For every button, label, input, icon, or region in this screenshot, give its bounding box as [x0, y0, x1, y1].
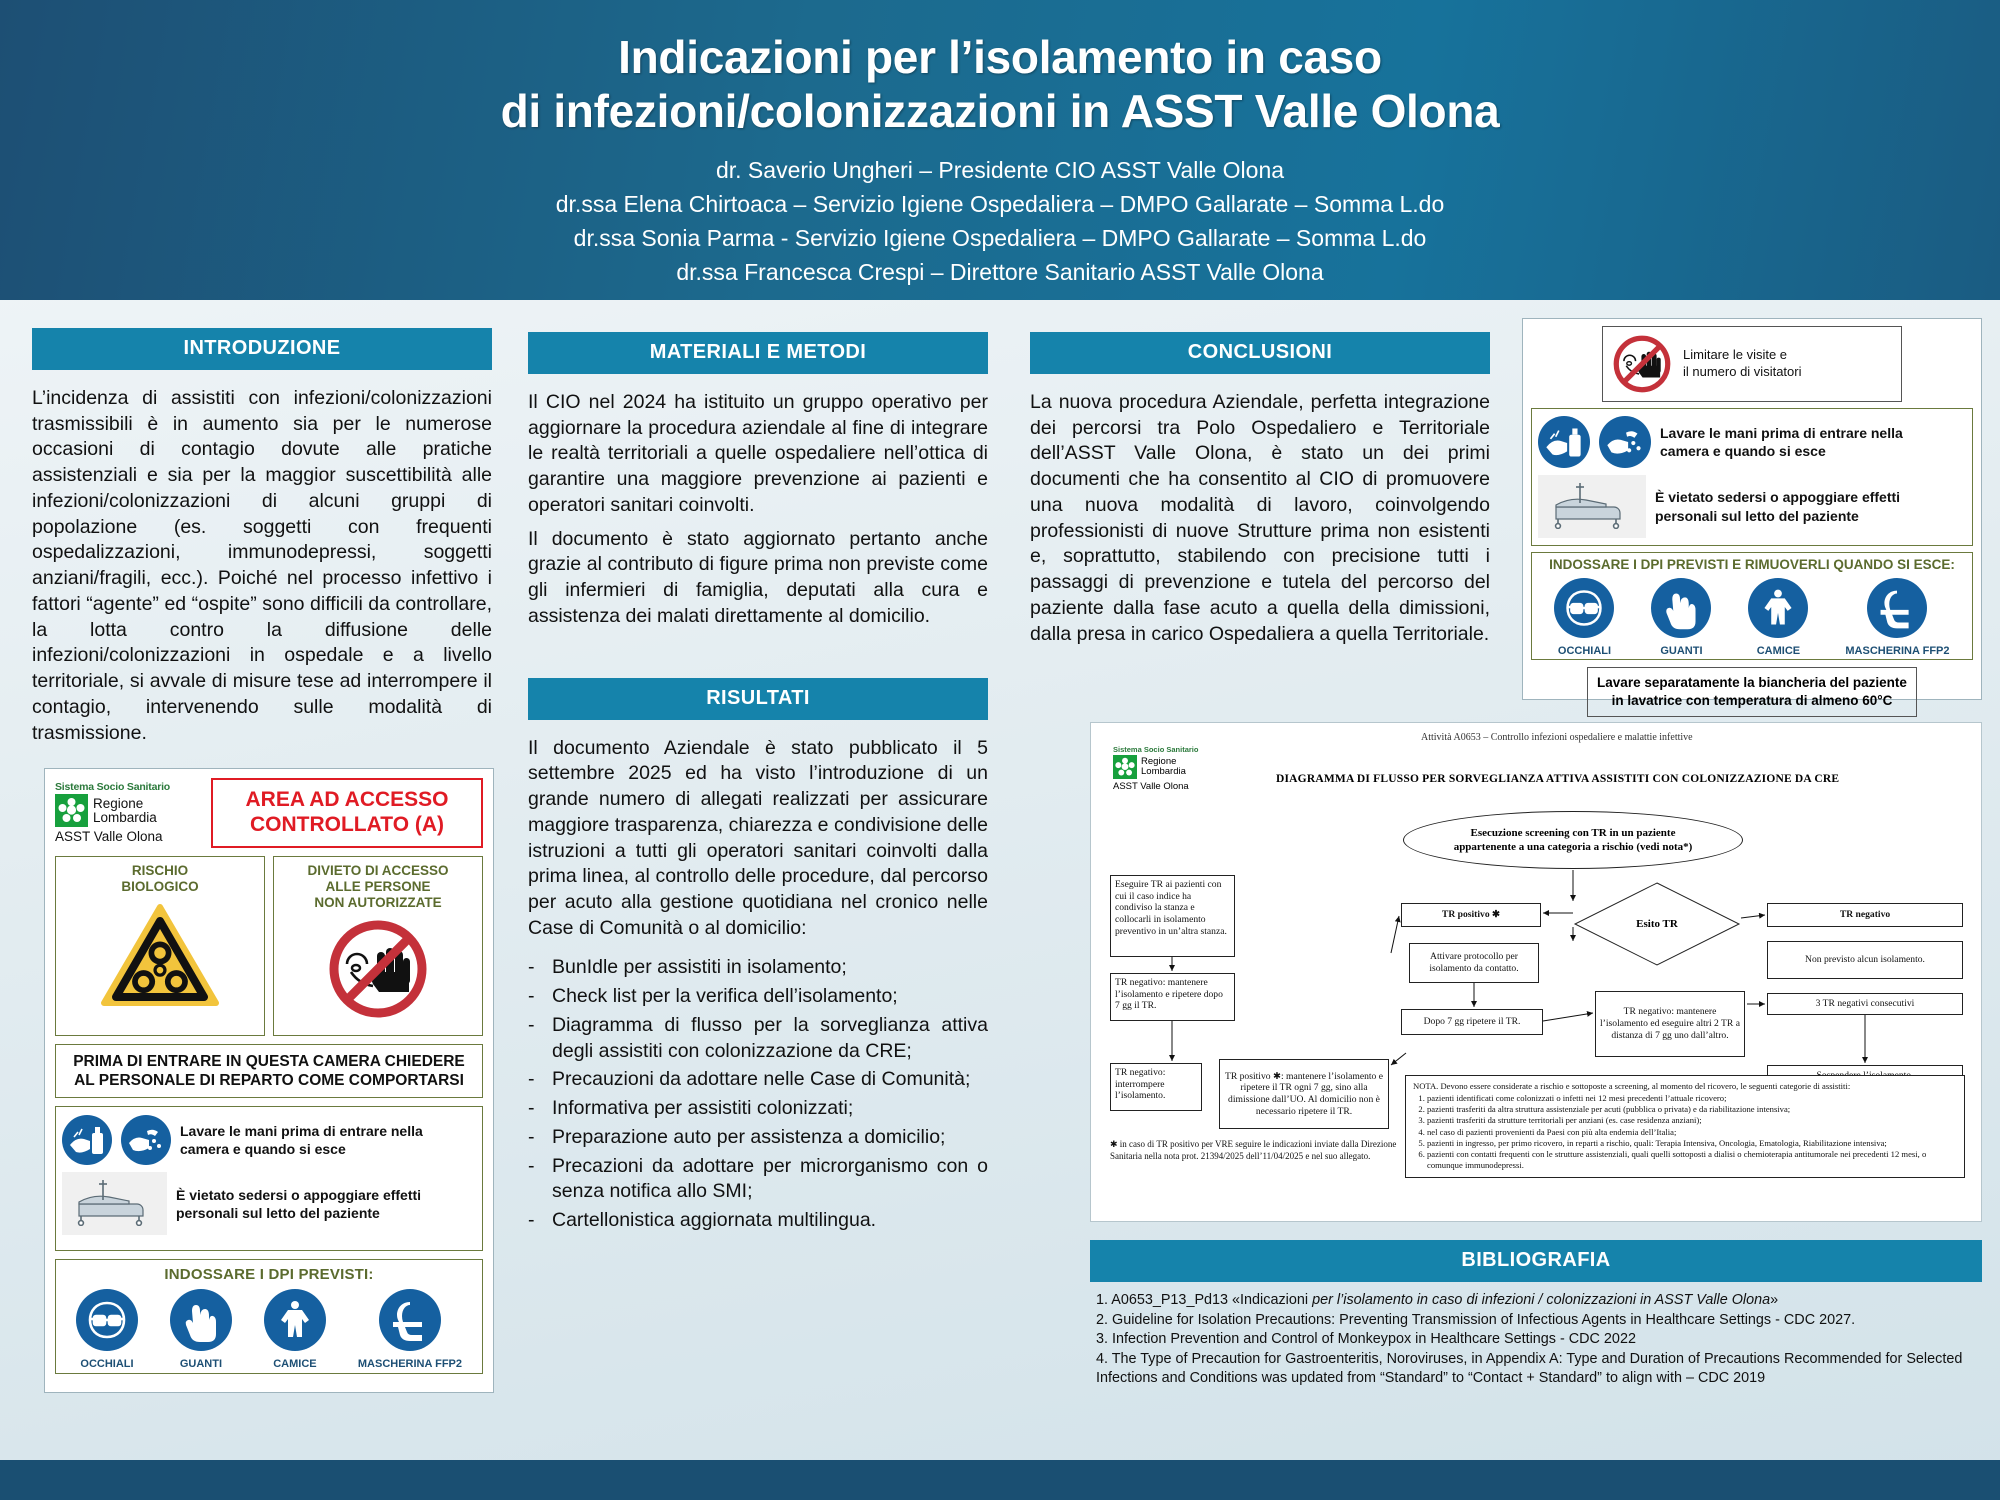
ffp2-mask-icon: [379, 1289, 441, 1351]
gown-icon: [264, 1289, 326, 1351]
regione-lombardia-mark-icon: [55, 794, 88, 827]
conclusioni-body: [1030, 390, 1490, 647]
dash-bullet: -: [528, 985, 535, 1008]
list-item: [528, 984, 988, 1010]
nota-item: 1. pazienti identificati come colonizzati o infetti nei 12 mesi precedenti l’attuale ricovero;: [1427, 1093, 1957, 1104]
ask-staff-line-2: AL PERSONALE DI REPARTO COME COMPORTARSI: [74, 1071, 464, 1089]
flow-start-line-1: Esecuzione screening con TR in un paziente: [1470, 826, 1676, 839]
list-item: [528, 1067, 988, 1093]
handwash-line-2: camera e quando si esce: [180, 1141, 346, 1158]
title-line-1: Indicazioni per l’isolamento in caso: [618, 31, 1382, 83]
area-access-controlled-banner: [211, 778, 483, 848]
no-entry-caption-3: NON AUTORIZZATE: [314, 895, 442, 911]
bibliografia-list: [1090, 1291, 1982, 1388]
bib-number: 2.: [1096, 1311, 1112, 1328]
limit-visits-box: [1602, 326, 1902, 402]
handwash-line-2: camera e quando si esce: [1660, 443, 1826, 459]
bibliography-item: [1096, 1311, 1976, 1330]
author-1: dr. Saverio Ungheri – Presidente CIO ASST Valle Olona: [715, 156, 1285, 183]
logo-region-row: [55, 794, 203, 827]
introduzione-paragraph: L’incidenza di assistiti con infezioni/colonizzazioni trasmissibili è in aumento sia per le numerose occasioni di contagio dovute alle pratiche assistenziali e sia per la maggior suscettibilità alle infezioni/colonizzazioni di alcuni gruppi di popolazione (es. soggetti con frequenti ospedalizzazioni, immunodepressi, soggetti anziani/fragili, ecc.). Poiché nel processo infettivo i fattori “agente” ed “ospite” sono difficili da controllare, la lotta contro la diffusione delle infezioni/colonizzazioni in ospedale e a livello territoriale, si avvale di misure tese ad interrompere il contagio, intervenendo sulle modalità di trasmissione.: [32, 387, 492, 744]
logo-region-row: [1113, 755, 1233, 779]
ppe-item-gown: [1748, 578, 1808, 657]
section-header-materiali: MATERIALI E METODI: [528, 332, 988, 374]
no-entry-sign: [273, 856, 483, 1036]
dash-bullet: -: [528, 1154, 535, 1177]
flow-node-esito-tr: [1573, 881, 1741, 967]
flow-node-share-room: Eseguire TR ai pazienti con cui il caso indice ha condiviso la stanza e collocarli in isolamento preventivo in un’altra stanza.: [1110, 875, 1235, 957]
ppe-box: [1531, 552, 1973, 660]
gloves-icon: [1651, 578, 1711, 638]
author-3: dr.ssa Sonia Parma - Servizio Igiene Ospedaliera – DMPO Gallarate – Somma L.do: [573, 224, 1427, 251]
flow-start-line-2: appartenente a una categoria a rischio (vedi nota*): [1453, 841, 1693, 853]
flowchart-activity-code: Attività A0653 – Controllo infezioni ospedaliere e malattie infettive: [1421, 732, 1693, 743]
handwash-text: [1660, 424, 1903, 460]
flow-node-neg-keep-isolation: TR negativo: mantenere l’isolamento e ripetere dopo 7 gg il TR.: [1110, 973, 1235, 1021]
bib-post: »: [1770, 1292, 1779, 1308]
list-item: [528, 1013, 988, 1064]
limit-visits-text: [1683, 347, 1802, 381]
hospital-bed-icon: [62, 1172, 167, 1235]
ppe-title: INDOSSARE I DPI PREVISTI:: [164, 1266, 374, 1284]
list-item: [528, 1125, 988, 1151]
bib-italic: per l’isolamento in caso di infezioni / colonizzazioni in ASST Valle Olona: [1312, 1292, 1771, 1308]
flow-node-no-isolation: Non previsto alcun isolamento.: [1767, 941, 1963, 979]
hospital-bed-icon: [1538, 475, 1646, 538]
flow-node-activate-protocol: Attivare protocollo per isolamento da contatto.: [1409, 943, 1539, 983]
handwash-text: [180, 1122, 423, 1158]
column-conclusioni: [1030, 332, 1490, 655]
author-4: dr.ssa Francesca Crespi – Direttore Sanitario ASST Valle Olona: [676, 258, 1324, 285]
list-item-text: Preparazione auto per assistenza a domicilio;: [552, 1125, 946, 1148]
bibliography-item: [1096, 1291, 1976, 1310]
logo-sistema-socio-sanitario: Sistema Socio Sanitario: [55, 781, 171, 794]
ppe-item-goggles: [76, 1289, 138, 1370]
dash-bullet: -: [528, 1068, 535, 1091]
flow-node-3-negatives: 3 TR negativi consecutivi: [1767, 993, 1963, 1015]
ask-staff-strip: [55, 1044, 483, 1099]
section-bibliografia: [1090, 1240, 1982, 1389]
ppe-label-goggles: OCCHIALI: [1557, 645, 1612, 657]
dash-bullet: -: [528, 1209, 535, 1232]
column-introduzione: [32, 328, 492, 754]
risultati-paragraph: Il documento Aziendale è stato pubblicato il 5 settembre 2025 ed ha visto l’introduzione di un grande numero di allegati realizzati per assicurare maggiore trasparenza, chiarezza e condivisione delle istruzioni a tutti gli operatori sanitari coinvolti dalla prima linea, al controllo delle procedure, dal percorso per acuto alla gestione quotidiana nel cronico nelle Case di Comunità o al domicilio:: [528, 736, 988, 939]
nota-item: 3. pazienti trasferiti da strutture territoriali per anziani (es. case residenza anziani);: [1427, 1115, 1957, 1126]
nota-item: 5. pazienti in ingresso, per primo ricovero, in reparti a rischio, quali: Terapia Intensiva, Oncologia, Ematologia, Riabilitazione intensiva;: [1427, 1138, 1957, 1149]
page-title: [0, 30, 2000, 139]
nota-heading: NOTA. Devono essere considerate a rischio e sottoposte a screening, al momento del ricovero, le seguenti categorie di assistiti:: [1413, 1081, 1851, 1091]
logo-regione: Regione: [1141, 756, 1177, 768]
poster-header: [0, 0, 2000, 300]
limit-visits-line-1: Limitare le visite e: [1683, 347, 1788, 363]
area-line-2: CONTROLLATO (A): [249, 812, 445, 836]
handwash-row: [1538, 416, 1966, 468]
dash-bullet: -: [528, 956, 535, 979]
hygiene-instructions-box: [55, 1106, 483, 1251]
risultati-body: [528, 736, 988, 1234]
ppe-title: INDOSSARE I DPI PREVISTI E RIMUOVERLI QUANDO SI ESCE:: [1549, 557, 1955, 572]
bib-number: 3.: [1096, 1331, 1112, 1348]
flowchart-title: DIAGRAMMA DI FLUSSO PER SORVEGLIANZA ATTIVA ASSISTITI CON COLONIZZAZIONE DA CRE: [1276, 773, 1840, 785]
conclusioni-paragraph: La nuova procedura Aziendale, perfetta integrazione dei percorsi tra Polo Ospedaliero e Territoriale dell’ASST Valle Olona, è stato un dei primi documenti che ha consentito al CIO di promuovere una nuova modalità di lavoro, coinvolgendo professionisti di nuove Strutture prima non esistenti e, soprattutto, stabilendo con precisione tutti i passaggi di prevenzione e tutela del percorso del paziente dalla fase acuto a quella della dimissioni, dalla presa in carico Ospedaliera a quella Territoriale.: [1030, 391, 1490, 645]
signage-header: [55, 778, 483, 848]
flow-node-tr-negative: TR negativo: [1767, 903, 1963, 927]
logo-region-text: [1141, 757, 1186, 776]
ppe-label-gloves: GUANTI: [179, 1358, 223, 1371]
area-line-1: AREA AD ACCESSO: [245, 788, 449, 811]
flowchart-nota-box: [1405, 1075, 1965, 1178]
ppe-label-gown: CAMICE: [273, 1358, 317, 1371]
risultati-list: [528, 955, 988, 1233]
bib-number: 4.: [1096, 1351, 1112, 1368]
logo-asst-valle-olona: ASST Valle Olona: [55, 829, 163, 845]
biohazard-caption: [58, 863, 262, 896]
bed-rule-line-2: personali sul letto del paziente: [176, 1204, 380, 1221]
flow-node-pos-detail: TR positivo ✱: mantenere l’isolamento e ripetere il TR ogni 7 gg, sino alla dimissione dall’UO. Al domicilio non è necessario ripetere il TR.: [1219, 1059, 1389, 1129]
bed-rule-line-2: personali sul letto del paziente: [1655, 507, 1859, 524]
wash-hands-icon: [1599, 416, 1651, 468]
bed-rule-row: [62, 1172, 476, 1235]
dash-bullet: -: [528, 1013, 535, 1036]
biohazard-caption-1: RISCHIO: [131, 862, 189, 878]
list-item-text: Check list per la verifica dell’isolamento;: [552, 985, 898, 1008]
ppe-box: [55, 1259, 483, 1374]
dash-bullet: -: [528, 1125, 535, 1148]
list-item-text: BunIdle per assistiti in isolamento;: [552, 956, 847, 979]
logo-lombardia: Lombardia: [1141, 766, 1186, 777]
bib-text: A0653_P13_Pd13 «Indicazioni: [1111, 1292, 1313, 1308]
bibliography-item: [1096, 1330, 1976, 1349]
ppe-row: [1536, 578, 1968, 657]
ppe-label-gown: CAMICE: [1756, 645, 1801, 657]
flow-node-tr-positive: TR positivo ✱: [1401, 903, 1541, 927]
dash-bullet: -: [528, 1097, 535, 1120]
materiali-paragraph-2: Il documento è stato aggiornato pertanto anche grazie al contributo di figure prima non previste come gli infermieri di famiglia, deputati alla cura e assistenza dei malati direttamente al domicilio.: [528, 527, 988, 627]
author-list: [0, 153, 2000, 289]
bib-text: Guideline for Isolation Precautions: Preventing Transmission of Infectious Agents in Healthcare Settings - CDC 2027.: [1112, 1311, 1856, 1328]
flow-node-start: [1403, 811, 1743, 869]
limit-visits-line-2: il numero di visitatori: [1683, 364, 1802, 379]
handwash-line-1: Lavare le mani prima di entrare nella: [1660, 424, 1903, 441]
list-item: [528, 1208, 988, 1234]
no-entry-caption-1: DIVIETO DI ACCESSO: [307, 862, 449, 878]
isolation-precautions-card: [1522, 318, 1982, 708]
ppe-item-goggles: [1554, 578, 1614, 657]
list-item-text: Precauzioni da adottare nelle Case di Comunità;: [552, 1068, 971, 1091]
ppe-item-mask: [1845, 578, 1949, 657]
handwash-row: [62, 1115, 476, 1165]
title-line-2: di infezioni/colonizzazioni in ASST Valle Olona: [500, 85, 1500, 138]
wash-hands-icon: [121, 1115, 171, 1165]
bed-rule-text: [1655, 488, 1900, 524]
bib-text: The Type of Precaution for Gastroenteritis, Noroviruses, in Appendix A: Type and Duration of Precautions Recommended for Selected Infections and Conditions was updated from “Standard” to “Contact + Standard” to align with – CDC 2019: [1096, 1351, 1963, 1386]
materiali-body: [528, 390, 988, 630]
ask-staff-line-1: PRIMA DI ENTRARE IN QUESTA CAMERA CHIEDERE: [73, 1052, 465, 1070]
gloves-icon: [170, 1289, 232, 1351]
list-item: [528, 955, 988, 981]
ppe-item-mask: [358, 1289, 462, 1370]
logo-sistema-socio-sanitario: Sistema Socio Sanitario: [1113, 745, 1199, 754]
signage-card-access-controlled: [44, 768, 494, 1393]
gown-icon: [1748, 578, 1808, 638]
flowchart-cre-surveillance: [1090, 722, 1982, 1222]
section-header-introduzione: INTRODUZIONE: [32, 328, 492, 370]
list-item-text: Diagramma di flusso per la sorveglianza attiva degli assistiti con colonizzazione da CRE;: [552, 1013, 988, 1062]
nota-item: 4. nel caso di pazienti provenienti da Paesi con più alta endemia dell’Italia;: [1427, 1127, 1957, 1138]
ppe-label-mask: MASCHERINA FFP2: [357, 1358, 462, 1371]
no-entry-caption-2: ALLE PERSONE: [325, 879, 431, 894]
introduzione-body: [32, 386, 492, 746]
flow-node-repeat-after-7-days: Dopo 7 gg ripetere il TR.: [1401, 1009, 1543, 1035]
linen-instruction-box: [1587, 667, 1917, 717]
bed-rule-text: [176, 1186, 421, 1222]
goggles-icon: [76, 1289, 138, 1351]
poster-footer: [0, 1460, 2000, 1500]
linen-line-2: in lavatrice con temperatura di almeno 60°C: [1611, 692, 1893, 708]
hygiene-instructions-box: [1531, 408, 1973, 546]
ppe-label-goggles: OCCHIALI: [80, 1358, 134, 1371]
regione-lombardia-mark-icon: [1113, 755, 1137, 779]
no-entry-caption: [276, 863, 480, 912]
flowchart-footnote: ✱ in caso di TR positivo per VRE seguire le indicazioni inviate dalla Direzione Sanitaria nella nota prot. 21394/2025 dell’11/04/2025 e nel suo allegato.: [1110, 1139, 1397, 1161]
nota-item: 6. pazienti con contatti frequenti con le strutture assistenziali, quali quelli sottoposti a dialisi o chemioterapia antitumorale nei precedenti 12 mesi, o comunque immunodepressi.: [1427, 1149, 1957, 1171]
flow-esito-label: Esito TR: [1636, 918, 1678, 930]
ppe-row: [60, 1289, 478, 1370]
ffp2-mask-icon: [1867, 578, 1927, 638]
bib-text: Infection Prevention and Control of Monkeypox in Healthcare Settings - CDC 2022: [1112, 1331, 1636, 1348]
list-item: [528, 1154, 988, 1205]
hazard-signs-row: [55, 856, 483, 1036]
section-header-bibliografia: BIBLIOGRAFIA: [1090, 1240, 1982, 1282]
bed-rule-line-1: È vietato sedersi o appoggiare effetti: [1655, 489, 1901, 506]
biohazard-caption-2: BIOLOGICO: [121, 879, 199, 894]
ppe-item-gown: [264, 1289, 326, 1370]
ppe-label-mask: MASCHERINA FFP2: [1845, 645, 1950, 657]
ppe-item-gloves: [1651, 578, 1711, 657]
list-item: [528, 1096, 988, 1122]
no-unauthorized-access-icon: [325, 916, 431, 1022]
section-header-conclusioni: CONCLUSIONI: [1030, 332, 1490, 374]
biohazard-sign: [55, 856, 265, 1036]
asst-logo: [1113, 745, 1233, 792]
logo-lombardia: Lombardia: [93, 809, 157, 825]
bib-number: 1.: [1096, 1292, 1112, 1308]
no-unauthorized-access-icon: [1611, 333, 1673, 395]
bed-rule-line-1: È vietato sedersi o appoggiare effetti: [176, 1186, 422, 1203]
flow-node-neg-keep-2tr: TR negativo: mantenere l’isolamento ed eseguire altri 2 TR a distanza di 7 gg uno dall’altro.: [1595, 991, 1745, 1057]
ppe-item-gloves: [170, 1289, 232, 1370]
hand-sanitizer-icon: [1538, 416, 1590, 468]
handwash-line-1: Lavare le mani prima di entrare nella: [180, 1123, 423, 1140]
biohazard-icon: [100, 901, 220, 1009]
section-header-risultati: RISULTATI: [528, 678, 988, 720]
nota-item: 2. pazienti trasferiti da altra struttura assistenziale per acuti (pubblica o privata) e da riabilitazione intensiva;: [1427, 1104, 1957, 1115]
ppe-label-gloves: GUANTI: [1660, 645, 1703, 657]
column-materiali-risultati: [528, 332, 988, 1237]
list-item-text: Precazioni da adottare per microrganismo con o senza notifica allo SMI;: [552, 1154, 988, 1203]
asst-logo: [55, 781, 203, 844]
goggles-icon: [1554, 578, 1614, 638]
logo-asst-valle-olona: ASST Valle Olona: [1113, 781, 1189, 792]
materiali-paragraph-1: Il CIO nel 2024 ha istituito un gruppo operativo per aggiornare la procedura aziendale al fine di integrare le realtà territoriali a quelle ospedaliere nell’ottica di garantire una maggiore prevenzione ai pazienti e operatori sanitari coinvolti.: [528, 391, 988, 516]
bibliography-item: [1096, 1350, 1976, 1387]
hand-sanitizer-icon: [62, 1115, 112, 1165]
list-item-text: Cartellonistica aggiornata multilingua.: [552, 1209, 877, 1232]
logo-regione: Regione: [93, 796, 144, 811]
list-item-text: Informativa per assistiti colonizzati;: [552, 1097, 854, 1120]
bed-rule-row: [1538, 475, 1966, 538]
logo-region-text: [93, 797, 157, 825]
author-2: dr.ssa Elena Chirtoaca – Servizio Igiene Ospedaliera – DMPO Gallarate – Somma L.do: [555, 190, 1445, 217]
linen-line-1: Lavare separatamente la biancheria del paziente: [1597, 675, 1907, 690]
nota-list: [1427, 1093, 1957, 1171]
flow-node-neg-stop-isolation: TR negativo: interrompere l’isolamento.: [1110, 1063, 1202, 1111]
